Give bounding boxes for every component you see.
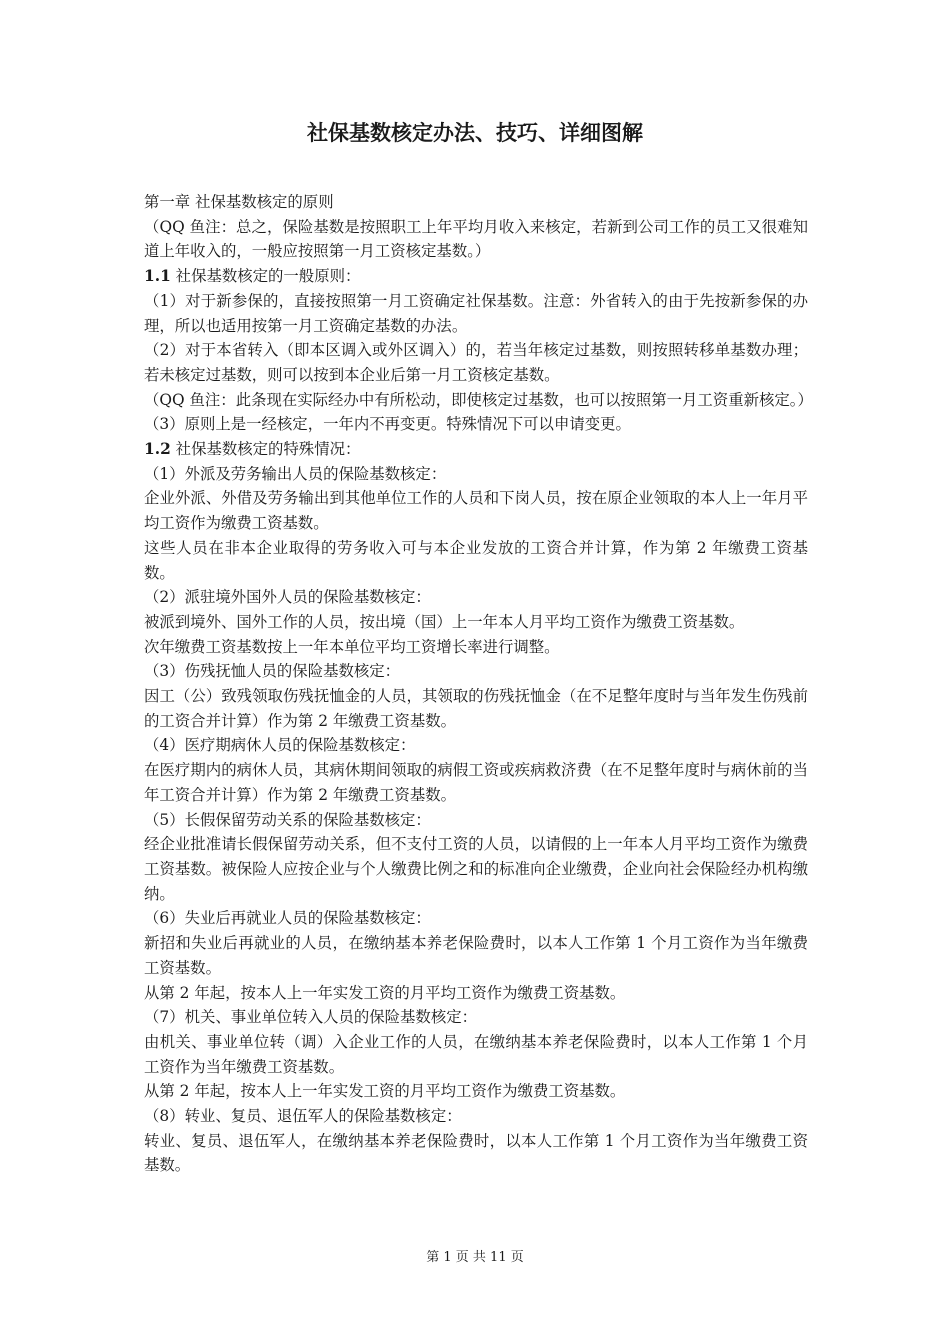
- section-number: 1.2: [144, 440, 171, 459]
- section-title: 社保基数核定的一般原则：: [170, 267, 361, 286]
- subsection-heading: （2）派驻境外国外人员的保险基数核定：: [144, 588, 431, 607]
- document-title: 社保基数核定办法、技巧、详细图解: [307, 121, 643, 145]
- paragraph: 次年缴费工资基数按上一年本单位平均工资增长率进行调整。: [144, 637, 560, 656]
- subsection-heading: （6）失业后再就业人员的保险基数核定：: [144, 909, 431, 928]
- paragraph: 这些人员在非本企业取得的劳务收入可与本企业发放的工资合并计算，作为第 2 年缴费工资基数。: [144, 538, 808, 582]
- document-body: [144, 190, 813, 1178]
- paragraph: （2）对于本省转入（即本区调入或外区调入）的，若当年核定过基数，则按照转移单基数办理；若未核定过基数，则可以按到本企业后第一月工资核定基数。: [144, 341, 808, 384]
- paragraph: （3）原则上是一经核定，一年内不再变更。特殊情况下可以申请变更。: [144, 415, 631, 434]
- paragraph: （QQ 鱼注：此条现在实际经办中有所松动，即使核定过基数，也可以按照第一月工资重新核定。）: [144, 390, 813, 409]
- section-title: 社保基数核定的特殊情况：: [170, 440, 361, 459]
- paragraph: 转业、复员、退伍军人，在缴纳基本养老保险费时，以本人工作第 1 个月工资作为当年缴费工资基数。: [144, 1131, 808, 1175]
- subsection-heading: （4）医疗期病休人员的保险基数核定：: [144, 736, 416, 755]
- paragraph: （QQ 鱼注：总之，保险基数是按照职工上年平均月收入来核定，若新到公司工作的员工又很难知道上年收入的，一般应按照第一月工资核定基数。）: [144, 217, 808, 261]
- paragraph: 新招和失业后再就业的人员，在缴纳基本养老保险费时，以本人工作第 1 个月工资作为当年缴费工资基数。: [144, 934, 808, 977]
- paragraph: 由机关、事业单位转（调）入企业工作的人员，在缴纳基本养老保险费时，以本人工作第 1 个月工资作为当年缴费工资基数。: [144, 1032, 808, 1076]
- paragraph: 因工（公）致残领取伤残抚恤金的人员，其领取的伤残抚恤金（在不足整年度时与当年发生伤残前的工资合并计算）作为第 2 年缴费工资基数。: [144, 687, 808, 730]
- paragraph: 企业外派、外借及劳务输出到其他单位工作的人员和下岗人员，按在原企业领取的本人上一年月平均工资作为缴费工资基数。: [144, 489, 808, 533]
- section-heading: [144, 437, 808, 462]
- paragraph: 经企业批准请长假保留劳动关系，但不支付工资的人员，以请假的上一年本人月平均工资作为缴费工资基数。被保险人应按企业与个人缴费比例之和的标准向企业缴费，企业向社会保险经办机构缴纳。: [144, 835, 808, 903]
- subsection-heading: （5）长假保留劳动关系的保险基数核定：: [144, 810, 431, 829]
- paragraph: 从第 2 年起，按本人上一年实发工资的月平均工资作为缴费工资基数。: [144, 983, 626, 1002]
- paragraph: 在医疗期内的病休人员，其病休期间领取的病假工资或疾病救济费（在不足整年度时与病休前的当年工资合并计算）作为第 2 年缴费工资基数。: [144, 761, 808, 804]
- page-footer: 第 1 页 共 11 页: [426, 1250, 524, 1265]
- section-heading: [144, 264, 808, 289]
- chapter-heading: 第一章 社保基数核定的原则: [144, 193, 334, 211]
- paragraph: 被派到境外、国外工作的人员，按出境（国）上一年本人月平均工资作为缴费工资基数。: [144, 612, 745, 631]
- subsection-heading: （7）机关、事业单位转入人员的保险基数核定：: [144, 1008, 477, 1027]
- paragraph: 从第 2 年起，按本人上一年实发工资的月平均工资作为缴费工资基数。: [144, 1082, 626, 1101]
- subsection-heading: （8）转业、复员、退伍军人的保险基数核定：: [144, 1107, 462, 1126]
- subsection-heading: （3）伤残抚恤人员的保险基数核定：: [144, 662, 401, 681]
- subsection-heading: （1）外派及劳务输出人员的保险基数核定：: [144, 464, 447, 483]
- paragraph: （1）对于新参保的，直接按照第一月工资确定社保基数。注意：外省转入的由于先按新参保的办理，所以也适用按第一月工资确定基数的办法。: [144, 291, 808, 335]
- section-number: 1.1: [144, 267, 171, 286]
